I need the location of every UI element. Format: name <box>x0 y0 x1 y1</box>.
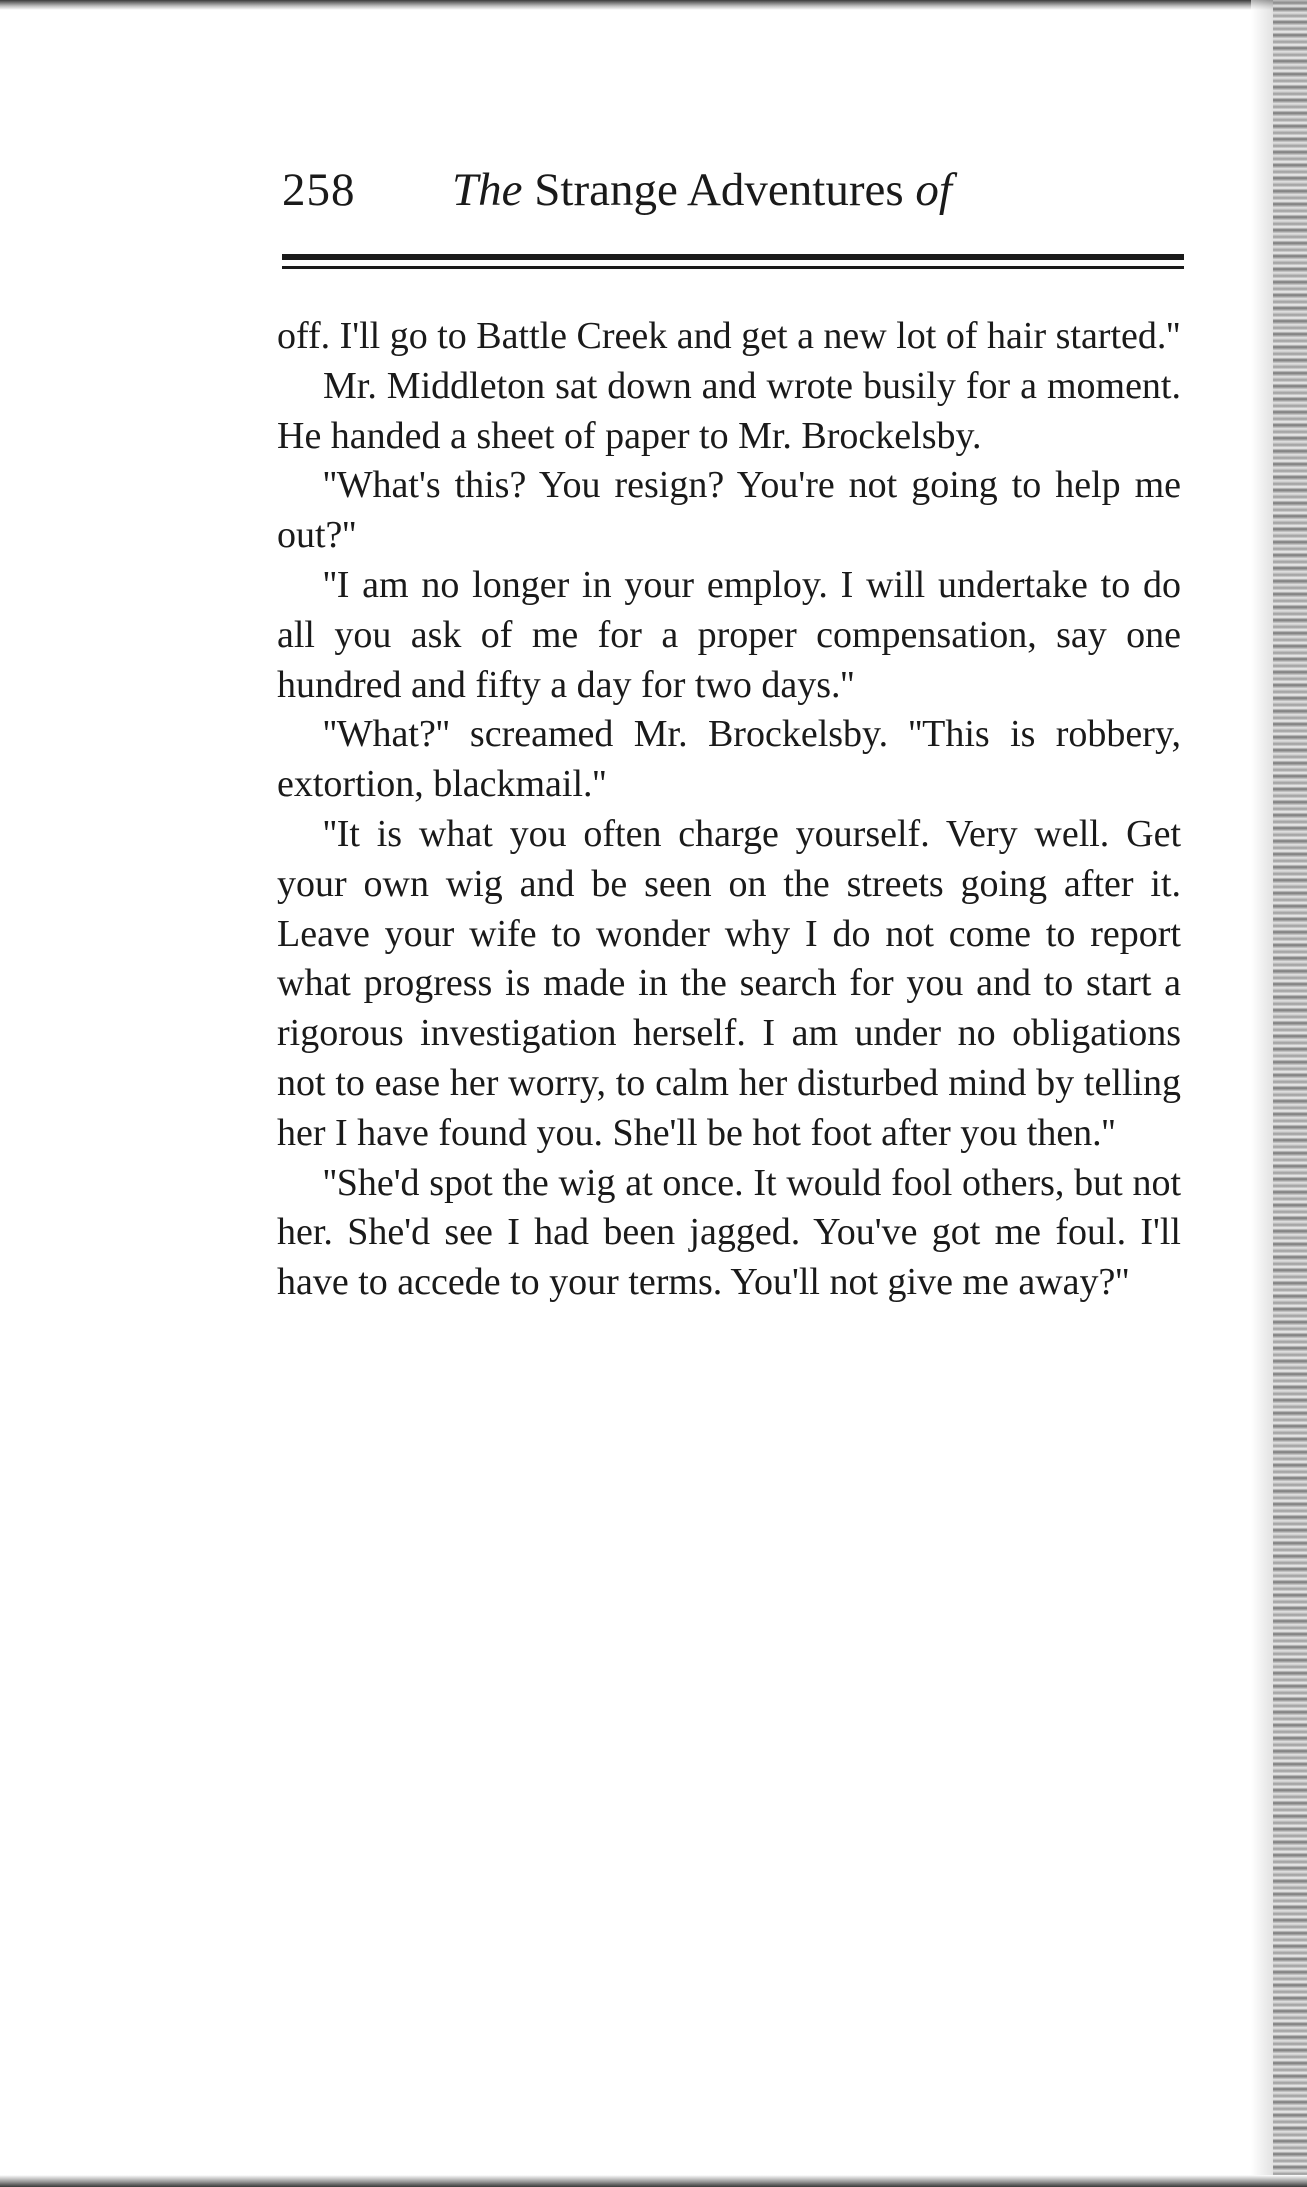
scan-edge-bottom <box>0 2175 1307 2187</box>
page-number: 258 <box>282 164 356 216</box>
running-head <box>282 160 1182 220</box>
scan-gutter-shadow <box>1251 0 1273 2187</box>
paragraph: ''What?'' screamed Mr. Brockelsby. ''This is robbery, extortion, blackmail.'' <box>277 713 1181 806</box>
title-main: Strange Adventures <box>534 164 904 216</box>
header-rule-thin <box>282 266 1184 269</box>
title-prefix: The <box>452 164 523 216</box>
body-text <box>277 312 1181 1308</box>
paragraph: ''I am no longer in your employ. I will undertake to do all you ask of me for a proper compensation, say one hundred and fifty a day for two days.'' <box>277 563 1181 706</box>
paragraph: ''It is what you often charge yourself. Very well. Get your own wig and be seen on the streets going after it. Leave your wife to wonder why I do not come to report what progress is made in the search for you and to start a rigorous investigation herself. I am under no obligations not to ease her worry, to calm her disturbed mind by telling her I have found you. She'll be hot foot after you then.'' <box>277 812 1181 1154</box>
scan-edge-top <box>0 0 1307 10</box>
header-rule-thick <box>282 254 1184 260</box>
paragraph: ''She'd spot the wig at once. It would fool others, but not her. She'd see I had been jagged. You've got me foul. I'll have to accede to your terms. You'll not give me away?'' <box>277 1161 1181 1304</box>
paragraph: off. I'll go to Battle Creek and get a new lot of hair started.'' <box>277 315 1181 357</box>
scan-edge-right <box>1273 0 1307 2187</box>
book-title <box>452 160 952 220</box>
paragraph: ''What's this? You resign? You're not going to help me out?'' <box>277 464 1181 557</box>
paragraph: Mr. Middleton sat down and wrote busily for a moment. He handed a sheet of paper to Mr. Brockelsby. <box>277 364 1181 457</box>
title-suffix: of <box>915 164 952 216</box>
